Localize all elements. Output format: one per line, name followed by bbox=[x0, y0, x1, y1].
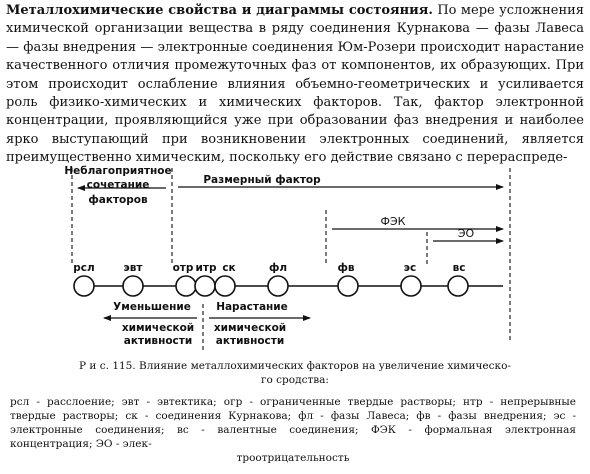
size-factor-label: Размерный фактор bbox=[203, 174, 321, 186]
node-vs bbox=[448, 276, 468, 296]
node-label-es: эс bbox=[403, 262, 417, 274]
increase-label-3: активности bbox=[215, 335, 285, 347]
unfavorable-label-1: Неблагоприятное bbox=[64, 165, 172, 177]
phase-nodes bbox=[74, 276, 468, 296]
eo-label: ЭО bbox=[457, 227, 475, 240]
node-itr bbox=[195, 276, 215, 296]
node-label-evt: эвт bbox=[123, 262, 143, 274]
caption-line-2: го сродства: bbox=[261, 373, 329, 386]
decrease-label-1: Уменьшение bbox=[113, 301, 191, 313]
node-rsl bbox=[74, 276, 94, 296]
node-es bbox=[401, 276, 421, 296]
node-fl bbox=[268, 276, 288, 296]
legend-text: рсл - расслоение; эвт - эвтектика; огр - ограниченные твердые растворы; нтр - непрерывные твердые растворы; ск - соединения Курнакова; фл - фазы Лавеса; фв - фазы внедрения; эс - электронные соединения; вс - валентные соединения; ФЭК - формальная электронная концентрация; ЭО - элек- bbox=[10, 396, 576, 450]
node-label-sk: ск bbox=[222, 262, 236, 274]
node-label-fv: фв bbox=[337, 262, 355, 274]
node-label-itr: итр bbox=[195, 262, 217, 274]
fek-label: ФЭК bbox=[380, 215, 406, 228]
node-fv bbox=[338, 276, 358, 296]
node-sk bbox=[215, 276, 235, 296]
increase-label-2: химической bbox=[213, 322, 287, 334]
legend-text-end: троотрицательность bbox=[236, 452, 350, 464]
unfavorable-label-3: факторов bbox=[88, 194, 148, 206]
node-label-fl: фл bbox=[268, 262, 288, 274]
node-label-vs: вс bbox=[452, 262, 466, 274]
decrease-label-3: активности bbox=[123, 335, 193, 347]
unfavorable-label-2: сочетание bbox=[86, 179, 150, 191]
node-otr bbox=[176, 276, 196, 296]
node-evt bbox=[123, 276, 143, 296]
figure-legend bbox=[10, 395, 576, 465]
paragraph-text: По мере усложнения химической организации вещества в ряду соединения Курнакова — фазы Лавеса — фазы внедрения — электронные соединения Юм-Розери происходит нарастание качественного отличия промежуточных фаз от компонентов, их образующих. При этом происходит ослабление влияния объемно-геометрических и усиливается роль физико-химических и химических факторов. Так, фактор электронной концентрации, проявляющийся уже при образовании фаз внедрения и наиболее ярко выступающий при возникновении электронных соединений, является преимущественно химическим, поскольку его действие связано с перераспреде- bbox=[6, 3, 584, 166]
node-label-otr: отр bbox=[172, 262, 194, 274]
decrease-label-2: химической bbox=[121, 322, 195, 334]
figure-caption bbox=[10, 360, 580, 387]
increase-label-1: Нарастание bbox=[216, 301, 288, 313]
node-label-rsl: рсл bbox=[73, 262, 95, 274]
caption-line-1: Р и с. 115. Влияние металлохимических факторов на увеличение химическо- bbox=[79, 360, 511, 372]
section-heading: Металлохимические свойства и диаграммы состояния. bbox=[6, 3, 433, 18]
